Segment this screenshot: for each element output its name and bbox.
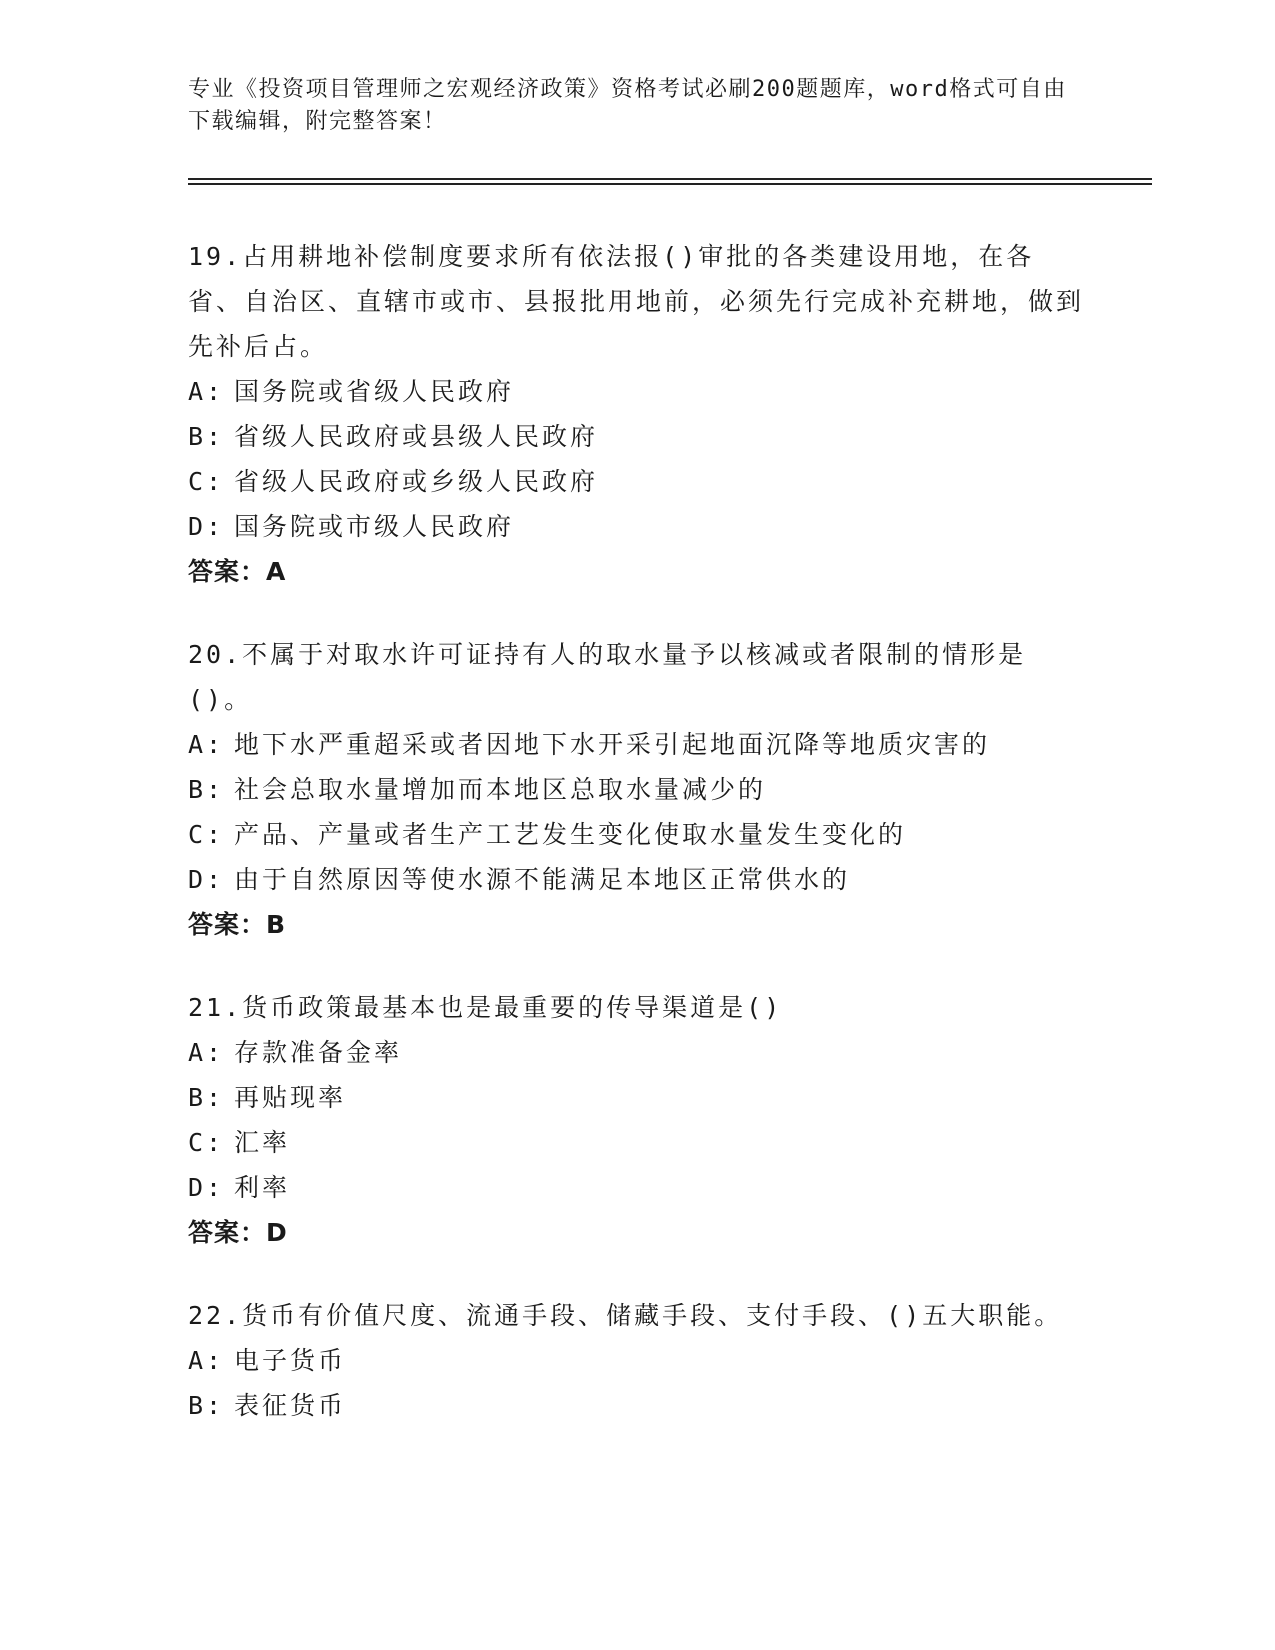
option-key: B: [188, 422, 225, 451]
option-b [188, 1075, 1088, 1120]
option-key: C: [188, 820, 225, 849]
option-c [188, 812, 1088, 857]
document-header: 专业《投资项目管理师之宏观经济政策》资格考试必刷200题题库，word格式可自由下载编辑，附完整答案！ [188, 77, 1067, 134]
option-text: 再贴现率 [234, 1083, 347, 1112]
option-key: B: [188, 1083, 225, 1112]
question-stem: 20.不属于对取水许可证持有人的取水量予以核减或者限制的情形是()。 [188, 640, 1027, 714]
option-b [188, 767, 1088, 812]
header-divider-top [188, 178, 1152, 180]
question-20 [188, 632, 1088, 947]
option-b [188, 414, 1088, 459]
answer-label: 答案：D [188, 1218, 288, 1247]
option-c [188, 1120, 1088, 1165]
option-a [188, 369, 1088, 414]
option-key: C: [188, 467, 225, 496]
question-22 [188, 1293, 1088, 1428]
header-divider-bottom [188, 183, 1152, 185]
question-21 [188, 985, 1088, 1255]
question-stem: 21.货币政策最基本也是最重要的传导渠道是() [188, 993, 783, 1022]
option-text: 省级人民政府或乡级人民政府 [234, 467, 599, 496]
option-key: A: [188, 1346, 225, 1375]
option-text: 汇率 [234, 1128, 291, 1157]
question-stem: 19.占用耕地补偿制度要求所有依法报()审批的各类建设用地，在各省、自治区、直辖市或市、县报批用地前，必须先行完成补充耕地，做到先补后占。 [188, 242, 1085, 361]
option-text: 电子货币 [234, 1346, 347, 1375]
option-text: 地下水严重超采或者因地下水开采引起地面沉降等地质灾害的 [234, 730, 991, 759]
option-a [188, 1030, 1088, 1075]
option-key: B: [188, 775, 225, 804]
option-text: 利率 [234, 1173, 291, 1202]
question-19 [188, 234, 1088, 594]
option-d [188, 504, 1088, 549]
option-text: 国务院或市级人民政府 [234, 512, 515, 541]
option-key: A: [188, 1038, 225, 1067]
option-key: D: [188, 512, 225, 541]
option-text: 省级人民政府或县级人民政府 [234, 422, 599, 451]
option-d [188, 857, 1088, 902]
option-text: 由于自然原因等使水源不能满足本地区正常供水的 [234, 865, 851, 894]
answer-label: 答案：A [188, 557, 287, 586]
option-c [188, 459, 1088, 504]
option-d [188, 1165, 1088, 1210]
option-text: 社会总取水量增加而本地区总取水量减少的 [234, 775, 767, 804]
option-text: 表征货币 [234, 1391, 347, 1420]
answer-label: 答案：B [188, 910, 287, 939]
option-key: D: [188, 1173, 225, 1202]
option-key: A: [188, 377, 225, 406]
option-key: C: [188, 1128, 225, 1157]
question-stem: 22.货币有价值尺度、流通手段、储藏手段、支付手段、()五大职能。 [188, 1301, 1063, 1330]
option-text: 国务院或省级人民政府 [234, 377, 515, 406]
option-text: 存款准备金率 [234, 1038, 403, 1067]
question-list [188, 234, 1088, 1466]
option-key: B: [188, 1391, 225, 1420]
option-key: A: [188, 730, 225, 759]
option-text: 产品、产量或者生产工艺发生变化使取水量发生变化的 [234, 820, 907, 849]
option-a [188, 1338, 1088, 1383]
option-a [188, 722, 1088, 767]
option-key: D: [188, 865, 225, 894]
option-b [188, 1383, 1088, 1428]
